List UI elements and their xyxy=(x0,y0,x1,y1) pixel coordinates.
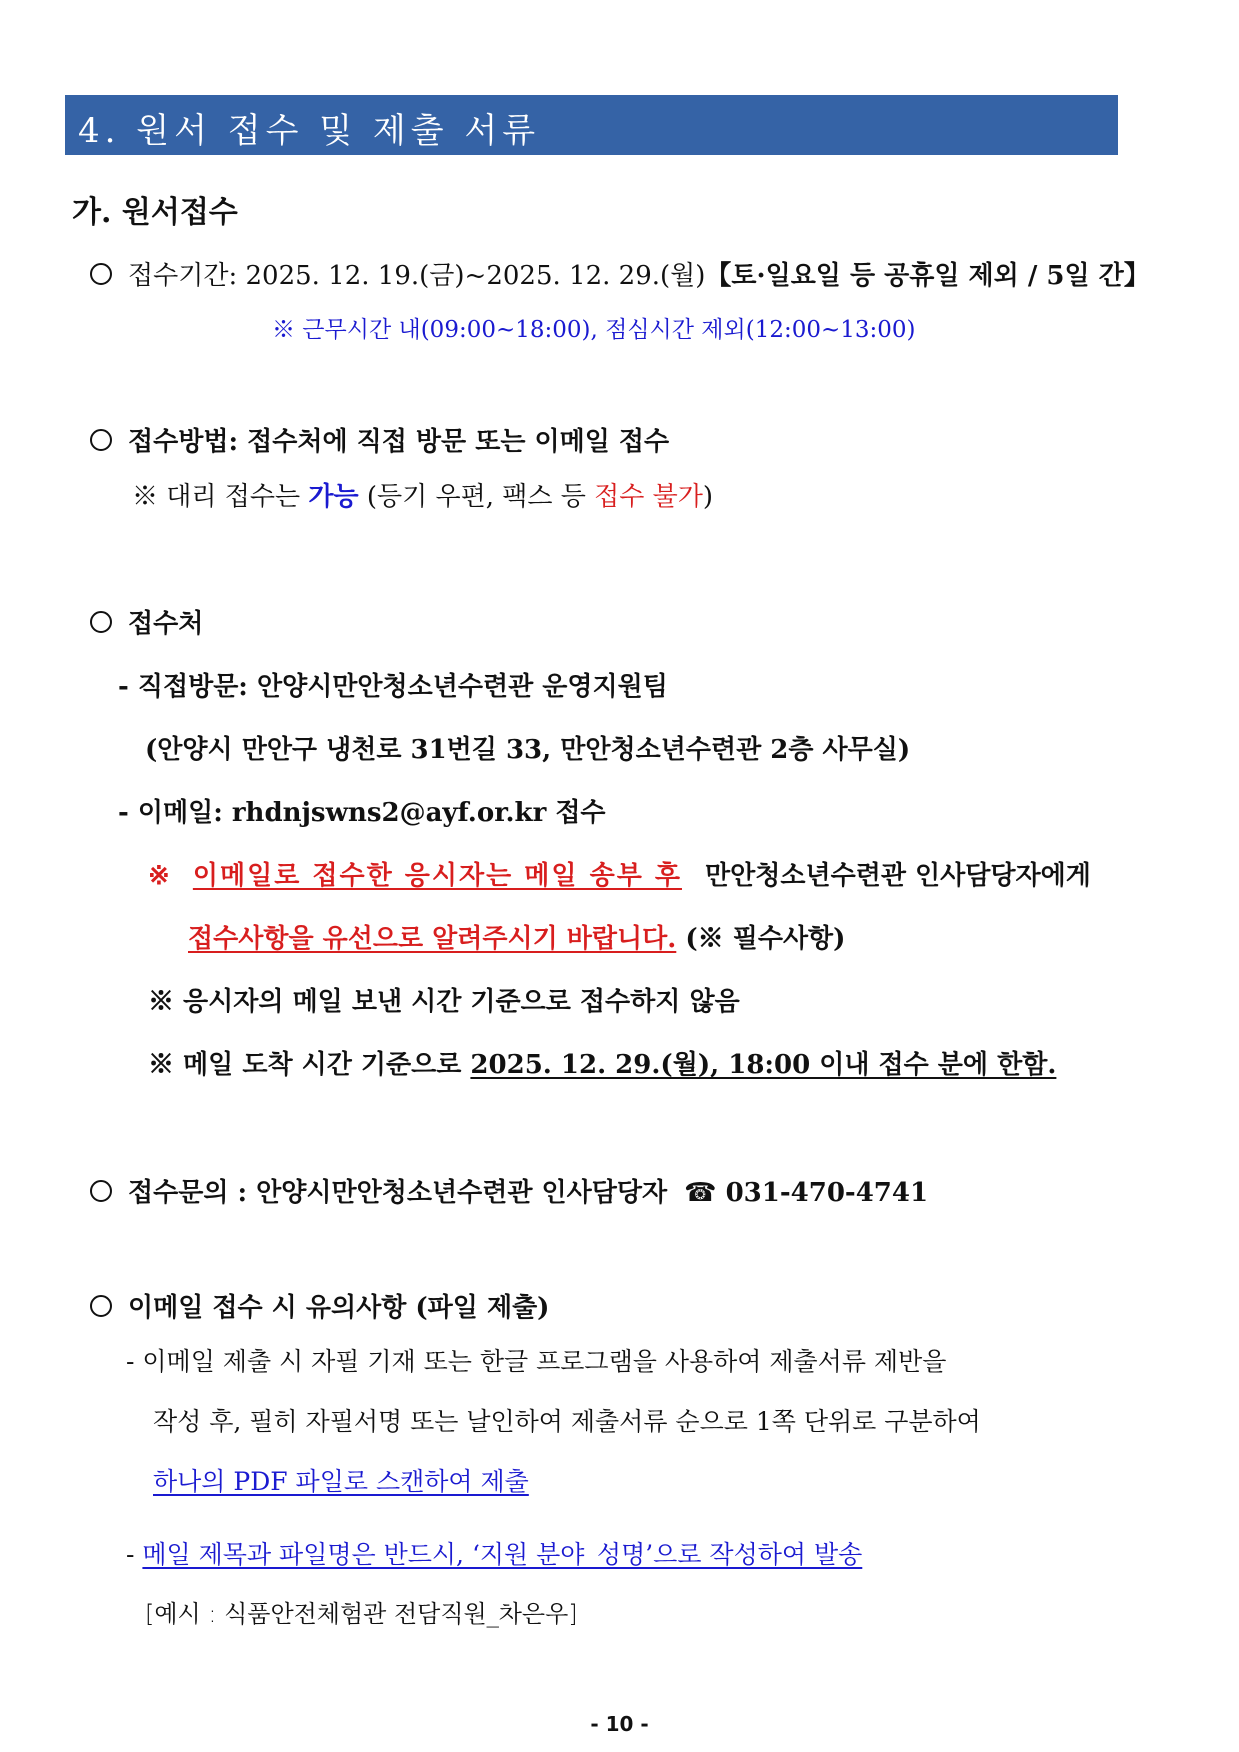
circle-bullet-icon xyxy=(90,611,112,633)
method-note xyxy=(132,476,713,513)
period-bracket: 【토·일요일 등 공휴일 제외 / 5일 간】 xyxy=(705,261,1150,291)
email-caution-line xyxy=(90,1287,550,1324)
method-note-possible: 가능 xyxy=(308,482,359,512)
method-note-middle: (등기 우편, 팩스 등 xyxy=(358,482,595,512)
place-note-sent: ※ 응시자의 메일 보낸 시간 기준으로 접수하지 않음 xyxy=(148,987,740,1017)
inquiry-phone: 031-470-4741 xyxy=(725,1178,929,1208)
inquiry-label: 접수문의 : 안양시만안청소년수련관 인사담당자 xyxy=(128,1178,668,1208)
place-visit: - 직접방문: 안양시만안청소년수련관 운영지원팀 xyxy=(118,672,668,702)
notice-black-text-1: 만안청소년수련관 인사담당자에게 xyxy=(705,861,1091,891)
telephone-icon: ☎ xyxy=(684,1178,717,1208)
place-label: 접수처 xyxy=(128,609,204,639)
place-notice-line1 xyxy=(148,855,1091,892)
email-caution-title-rule: 메일 제목과 파일명은 반드시, ‘지원 분야_성명’으로 작성하여 발송 xyxy=(142,1540,863,1569)
email-caution-line4 xyxy=(126,1535,862,1571)
email-caution-line3: 하나의 PDF 파일로 스캔하여 제출 xyxy=(153,1467,529,1496)
place-note-arrival xyxy=(148,1044,1056,1081)
circle-bullet-icon xyxy=(90,1180,112,1202)
method-note-impossible: 접수 불가 xyxy=(594,482,703,512)
notice-black-text-2: (※ 필수사항) xyxy=(685,924,846,954)
place-notice-line2 xyxy=(188,918,845,955)
subsection-title: 가. 원서접수 xyxy=(72,195,238,230)
place-line xyxy=(90,603,203,640)
period-note: ※ 근무시간 내(09:00~18:00), 점심시간 제외(12:00~13:00) xyxy=(272,317,916,343)
email-caution-line2: 작성 후, 필히 자필서명 또는 날인하여 제출서류 순으로 1쪽 단위로 구분하여 xyxy=(153,1407,981,1436)
note-arrival-underlined: 2025. 12. 29.(월), 18:00 이내 접수 분에 한함. xyxy=(470,1050,1057,1080)
email-caution-example: [예시 : 식품안전체험관 전담직원_차은우] xyxy=(145,1600,578,1628)
method-label: 접수방법: 접수처에 직접 방문 또는 이메일 접수 xyxy=(128,427,670,457)
email-caution-dash: - xyxy=(126,1540,143,1569)
section-title: 4. 원서 접수 및 제출 서류 xyxy=(78,111,541,151)
method-note-prefix: ※ 대리 접수는 xyxy=(132,482,309,512)
notice-red-text-2: 접수사항을 유선으로 알려주시기 바랍니다. xyxy=(188,924,677,954)
circle-bullet-icon xyxy=(90,429,112,451)
notice-red-text-1: 이메일로 접수한 응시자는 메일 송부 후 xyxy=(192,861,682,891)
note-arrival-prefix: ※ 메일 도착 시간 기준으로 xyxy=(148,1050,471,1080)
page-number: - 10 - xyxy=(590,1712,649,1736)
place-address: (안양시 만안구 냉천로 31번길 33, 만안청소년수련관 2층 사무실) xyxy=(145,735,911,765)
circle-bullet-icon xyxy=(90,263,112,285)
email-caution-label: 이메일 접수 시 유의사항 (파일 제출) xyxy=(128,1293,550,1323)
inquiry-line xyxy=(90,1172,928,1209)
period-line xyxy=(90,255,1150,292)
circle-bullet-icon xyxy=(90,1295,112,1317)
place-email: - 이메일: rhdnjswns2@ayf.or.kr 접수 xyxy=(118,798,606,828)
method-note-suffix: ) xyxy=(702,482,714,512)
method-line xyxy=(90,421,669,458)
notice-mark: ※ xyxy=(148,861,170,891)
period-label: 접수기간: 2025. 12. 19.(금)~2025. 12. 29.(월) xyxy=(128,261,706,291)
email-caution-line1: - 이메일 제출 시 자필 기재 또는 한글 프로그램을 사용하여 제출서류 제반을 xyxy=(126,1347,947,1376)
